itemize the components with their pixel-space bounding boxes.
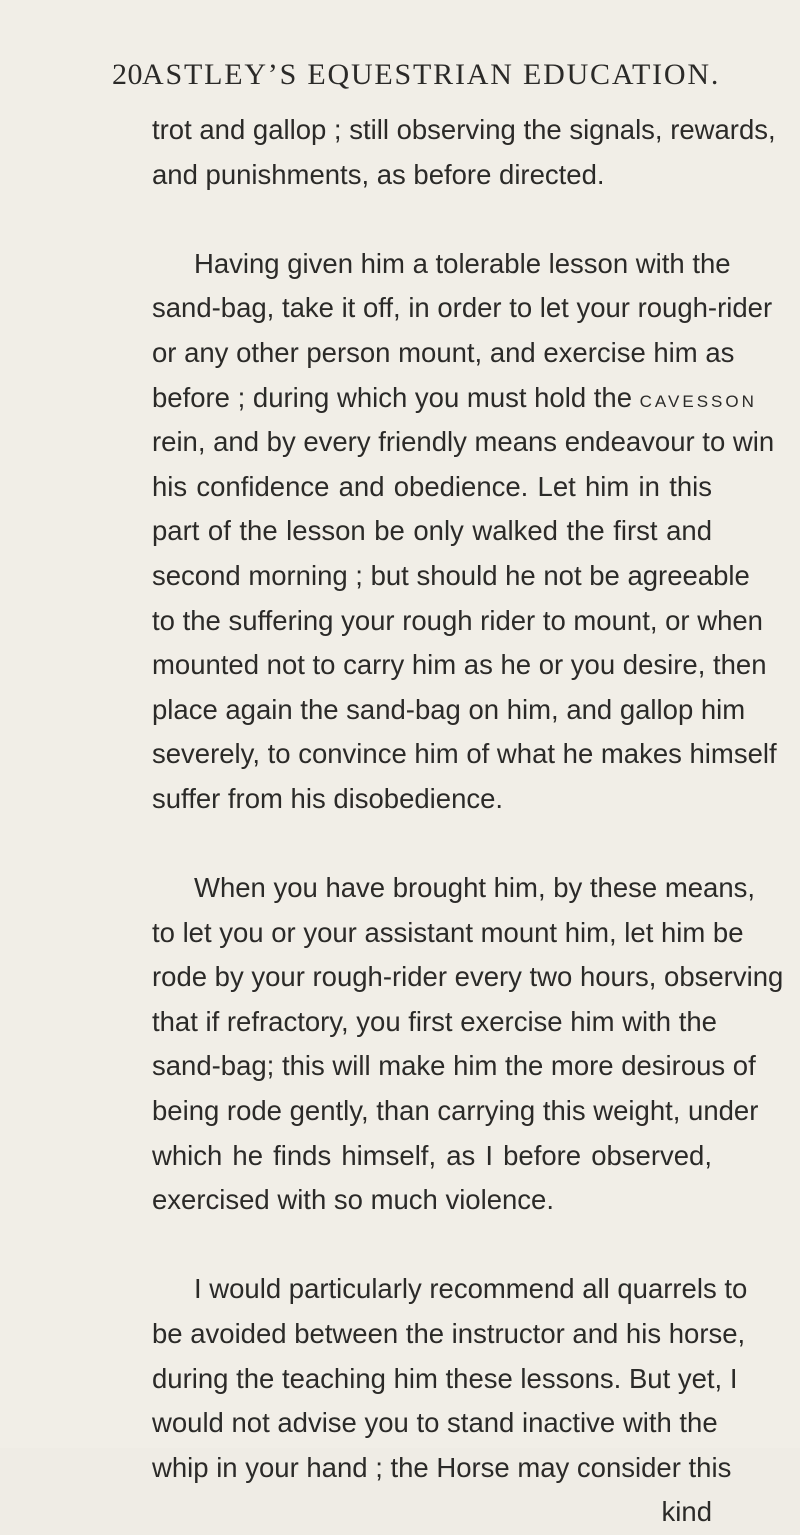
text-line: trot and gallop ; still observing the signals, rewards,	[152, 114, 776, 145]
text-line: mounted not to carry him as he or you desire, then	[152, 649, 767, 681]
text-line: second morning ; but should he not be agreeable	[152, 559, 750, 591]
text-line: place again the sand-bag on him, and gallop him	[152, 693, 746, 725]
text-line: be avoided between the instructor and his horse,	[152, 1318, 746, 1350]
body-text	[152, 108, 784, 1535]
text-line: during the teaching him these lessons. But yet, I	[152, 1362, 738, 1394]
text-line: Having given him a tolerable lesson with the	[194, 247, 731, 279]
text-line: and punishments, as before directed.	[152, 158, 605, 190]
running-head	[112, 58, 732, 98]
text-line: which he finds himself, as I before observed,	[152, 1139, 712, 1171]
paragraph-gap	[152, 822, 712, 867]
paragraph-1	[152, 108, 776, 197]
text-line: suffer from his disobedience.	[152, 782, 504, 814]
text-line: I would particularly recommend all quarrels to	[194, 1273, 748, 1305]
text-line: whip in your hand ; the Horse may consider this	[152, 1451, 732, 1483]
text-line: severely, to convince him of what he makes himself	[152, 738, 777, 770]
text-line: part of the lesson be only walked the first and	[152, 515, 712, 547]
text-line: being rode gently, than carrying this weight, under	[152, 1095, 759, 1127]
small-caps-word: CAVESSON	[639, 391, 757, 411]
paragraph-gap	[152, 197, 712, 242]
paragraph-4	[152, 1267, 748, 1490]
text-line: to let you or your assistant mount him, let him be	[152, 916, 744, 948]
running-title: ASTLEY’S EQUESTRIAN EDUCATION.	[142, 58, 721, 91]
text-line	[152, 376, 757, 421]
text-line: exercised with so much violence.	[152, 1184, 554, 1216]
page-number: 20	[112, 58, 143, 91]
text-line: or any other person mount, and exercise him as	[152, 336, 735, 368]
text-line: rode by your rough-rider every two hours, observing	[152, 961, 784, 993]
text-line: his confidence and obedience. Let him in this	[152, 470, 712, 502]
text-line: that if refractory, you first exercise him with the	[152, 1005, 717, 1037]
paragraph-3	[152, 866, 784, 1223]
text-fragment: before ; during which you must hold the	[152, 381, 633, 413]
text-line: sand-bag, take it off, in order to let your rough-rider	[152, 292, 773, 324]
text-line: rein, and by every friendly means endeavour to win	[152, 426, 775, 458]
text-line: When you have brought him, by these means,	[194, 872, 756, 904]
text-line: to the suffering your rough rider to mount, or when	[152, 604, 763, 636]
text-line: sand-bag; this will make him the more desirous of	[152, 1050, 756, 1082]
text-line: would not advise you to stand inactive with the	[152, 1407, 718, 1439]
catchword: kind	[661, 1496, 712, 1528]
paragraph-2	[152, 242, 777, 822]
paragraph-gap	[152, 1223, 712, 1268]
